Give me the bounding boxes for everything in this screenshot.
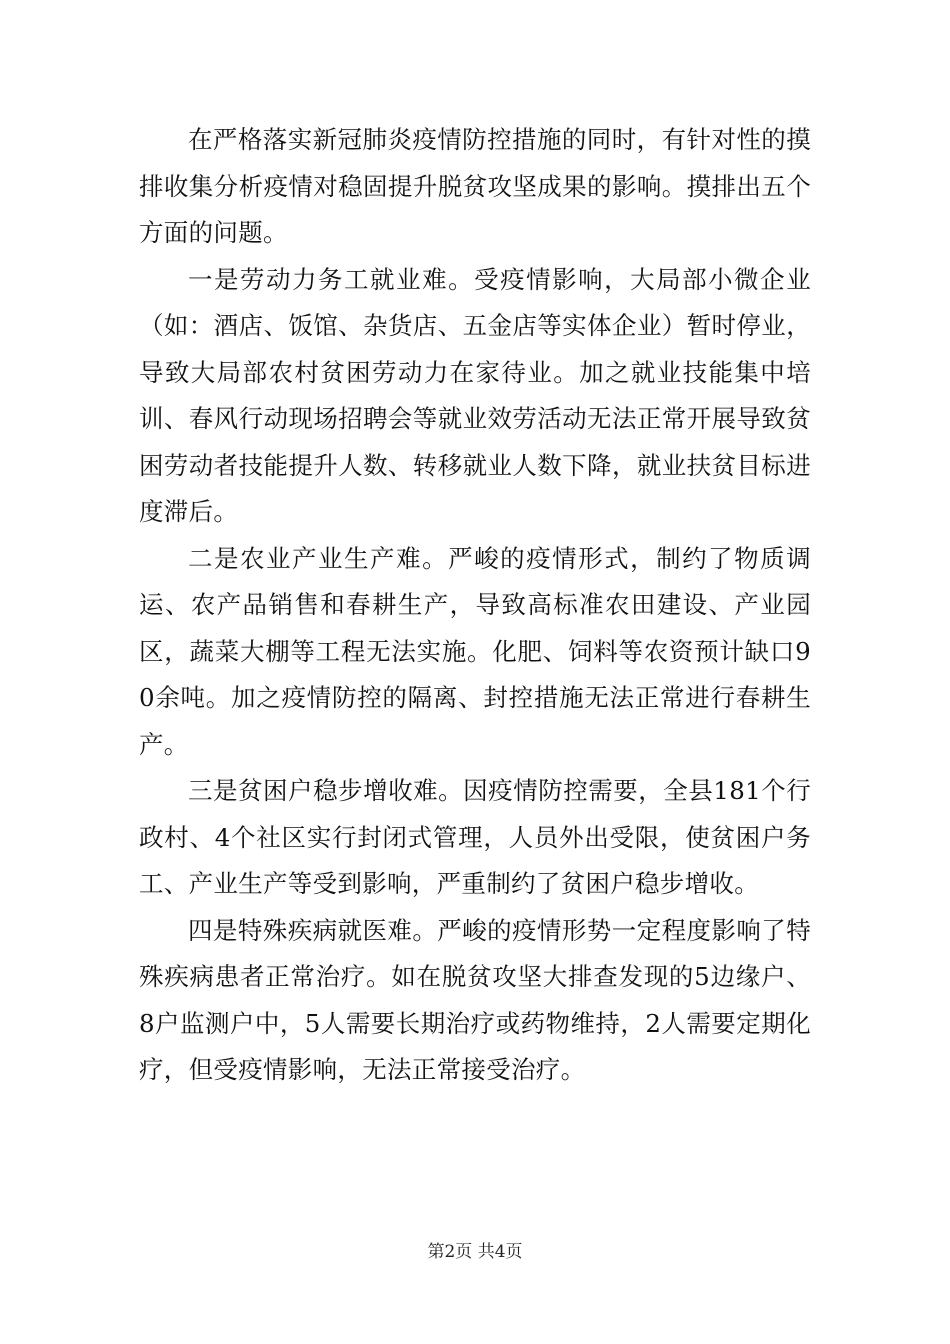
document-body — [139, 117, 811, 1094]
paragraph-agriculture-production: 二是农业产业生产难。严峻的疫情形式，制约了物质调运、农产品销售和春耕生产，导致高标准农田建设、产业园区，蔬菜大棚等工程无法实施。化肥、饲料等农资预计缺口90余吨。加之疫情防控的隔离、封控措施无法正常进行春耕生产。 — [139, 543, 811, 759]
paragraph-income-growth: 三是贫困户稳步增收难。因疫情防控需要，全县181个行政村、4个社区实行封闭式管理，人员外出受限，使贫困户务工、产业生产等受到影响，严重制约了贫困户稳步增收。 — [139, 776, 811, 898]
paragraph-labor-employment: 一是劳动力务工就业难。受疫情影响，大局部小微企业（如：酒店、饭馆、杂货店、五金店等实体企业）暂时停业，导致大局部农村贫困劳动力在家待业。加之就业技能集中培训、春风行动现场招聘会等就业效劳活动无法正常开展导致贫困劳动者技能提升人数、转移就业人数下降，就业扶贫目标进度滞后。 — [139, 264, 811, 526]
page-number-footer: 第2页 共4页 — [427, 1242, 523, 1262]
paragraph-medical-treatment: 四是特殊疾病就医难。严峻的疫情形势一定程度影响了特殊疾病患者正常治疗。如在脱贫攻坚大排查发现的5边缘户、8户监测户中，5人需要长期治疗或药物维持，2人需要定期化疗，但受疫情影响，无法正常接受治疗。 — [139, 915, 811, 1084]
paragraph-intro: 在严格落实新冠肺炎疫情防控措施的同时，有针对性的摸排收集分析疫情对稳固提升脱贫攻坚成果的影响。摸排出五个方面的问题。 — [139, 125, 811, 247]
